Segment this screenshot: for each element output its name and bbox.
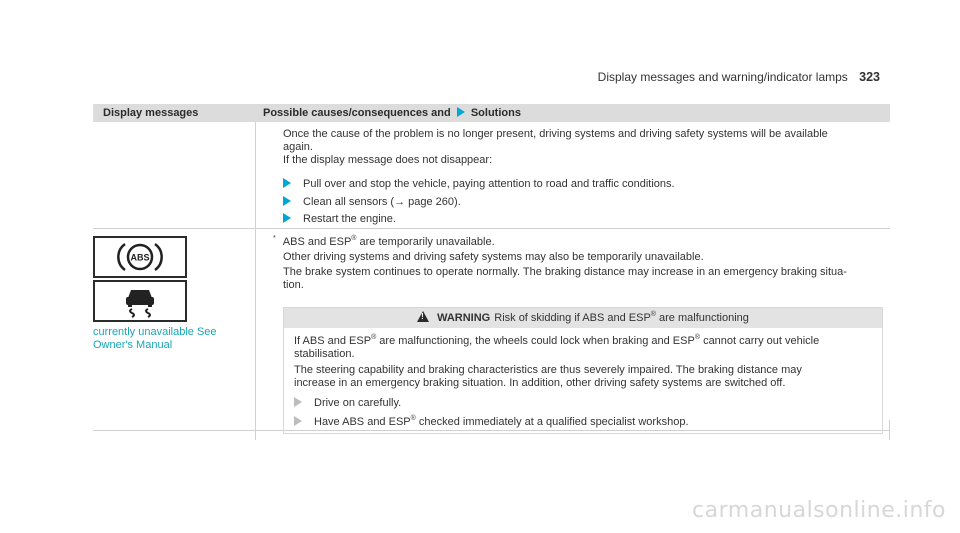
abs-warning-lamp	[93, 236, 187, 278]
row2-text	[283, 251, 883, 292]
page-number: 323	[859, 70, 880, 84]
row2-line2: Other driving systems and driving safety systems may also be temporarily unavailable.	[283, 251, 704, 263]
warning-box	[283, 307, 883, 434]
row1-line2: again.	[283, 141, 313, 153]
warning-paragraph-2: The steering capability and braking characteristics are thus severely impaired. The braking distance may increase in an emergency braking situation. In addition, other driving safety systems are switched off.	[294, 364, 802, 389]
warning-label: WARNING	[437, 312, 491, 324]
col2-header-pre: Possible causes/consequences and	[263, 107, 451, 119]
table-right-edge	[889, 420, 890, 440]
warning-paragraph-1: If ABS and ESP® are malfunctioning, the wheels could lock when braking and ESP® cannot carry out vehicle stabilisation.	[294, 334, 820, 360]
warning-bullet: Have ABS and ESP® checked immediately at a qualified specialist workshop.	[294, 416, 689, 429]
arrow-right-icon	[283, 178, 291, 188]
table-header	[93, 104, 890, 122]
col-display-messages: Display messages	[103, 107, 199, 119]
col2-header-post: Solutions	[470, 107, 521, 119]
warning-header: !WARNING Risk of skidding if ABS and ESP® are malfunctioning	[284, 308, 882, 328]
column-divider	[255, 122, 256, 440]
warning-bullet: Drive on carefully.	[294, 397, 401, 410]
display-messages-table	[93, 104, 890, 440]
page-header	[0, 70, 880, 84]
row1-bullet: Pull over and stop the vehicle, paying attention to road and traffic conditions.	[283, 178, 675, 191]
arrow-right-icon	[457, 107, 465, 117]
row1-bullet: Restart the engine.	[283, 213, 396, 226]
row1-text	[283, 128, 883, 167]
row2-line3: The brake system continues to operate normally. The braking distance may increase in an emergency braking situa-	[283, 266, 847, 278]
caption-line1: currently unavailable See	[93, 326, 217, 338]
row1-line3: If the display message does not disappear:	[283, 154, 493, 166]
lamp-caption	[93, 326, 253, 352]
col-causes-solutions	[263, 107, 521, 119]
row1-bullet: Clean all sensors (→ page 260).	[283, 196, 461, 209]
footnote-mark: *	[273, 235, 276, 242]
arrow-right-icon	[283, 213, 291, 223]
row2-intro: * ABS and ESP® are temporarily unavailable.	[273, 235, 495, 248]
arrow-right-icon	[294, 397, 302, 407]
svg-text:ABS: ABS	[130, 252, 150, 263]
row-divider	[93, 228, 890, 229]
arrow-right-icon	[283, 196, 291, 206]
row1-line1: Once the cause of the problem is no longer present, driving systems and driving safety systems will be available	[283, 128, 828, 140]
warning-triangle-icon	[417, 311, 429, 322]
arrow-right-icon	[294, 416, 302, 426]
abs-warning-icon	[95, 238, 185, 276]
skid-warning-lamp	[93, 280, 187, 322]
row2-line4: tion.	[283, 279, 304, 291]
watermark: carmanualsonline.info	[692, 498, 946, 523]
running-title: Display messages and warning/indicator lamps	[597, 70, 848, 84]
skidding-car-icon	[95, 282, 185, 320]
caption-line2: Owner's Manual	[93, 339, 173, 351]
